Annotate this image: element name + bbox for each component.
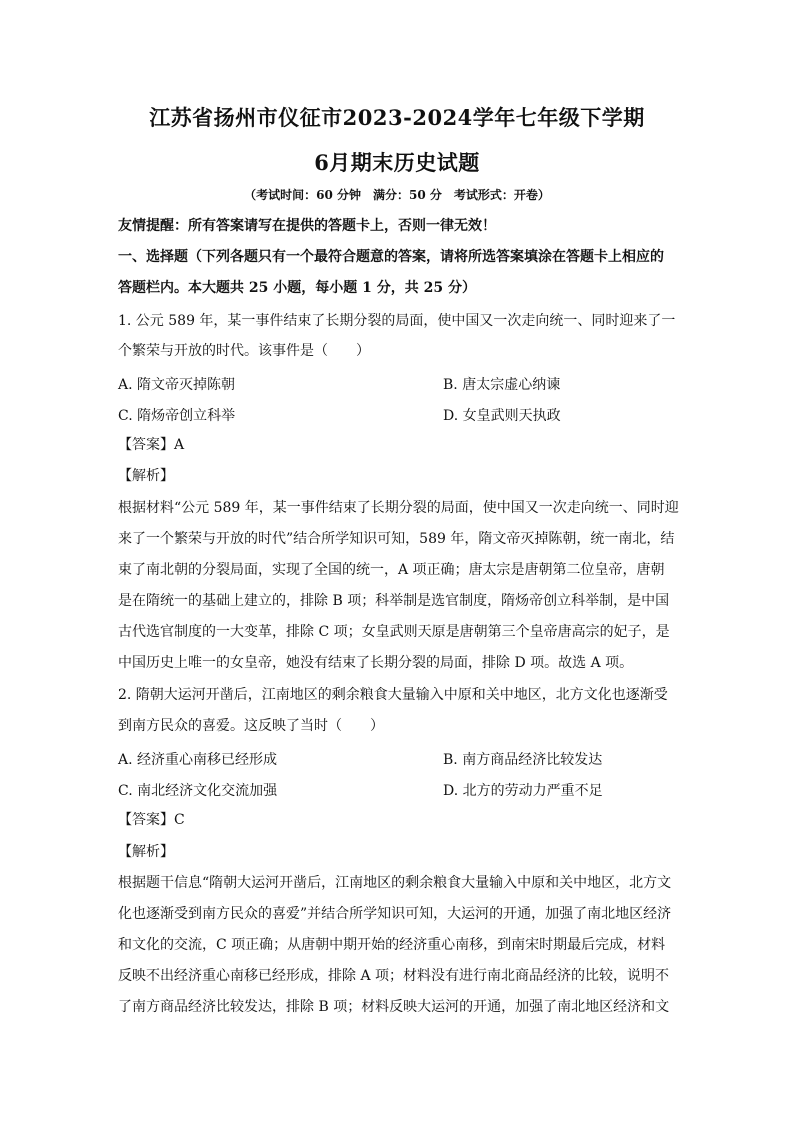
question-2-answer: 【答案】C [118, 812, 185, 828]
question-1-stem-line1: 1. 公元 589 年，某一事件结束了长期分裂的局面，使中国又一次走向统一、同时迎来了一 [118, 313, 676, 329]
question-1-analysis-line: 根据材料“公元 589 年，某一事件结束了长期分裂的局面，使中国又一次走向统一、同时迎 [118, 500, 679, 516]
question-2-option-b: B. 南方商品经济比较发达 [443, 752, 603, 768]
question-1-option-c: C. 隋炀帝创立科举 [118, 408, 236, 424]
section-heading-line1: 一、选择题（下列各题只有一个最符合题意的答案，请将所选答案填涂在答题卡上相应的 [118, 249, 664, 265]
question-1-analysis-line: 中国历史上唯一的女皇帝，她没有结束了长期分裂的局面，排除 D 项。故选 A 项。 [118, 655, 634, 671]
question-2-option-d: D. 北方的劳动力严重不足 [443, 783, 603, 799]
question-1-analysis-label: 【解析】 [118, 468, 174, 484]
question-1-stem-line2: 个繁荣与开放的时代。该事件是（ ） [118, 343, 370, 359]
question-1-option-d: D. 女皇武则天执政 [443, 408, 561, 424]
notice: 友情提醒：所有答案请写在提供的答题卡上，否则一律无效！ [118, 218, 496, 234]
question-1-option-b: B. 唐太宗虚心纳谏 [443, 377, 561, 393]
section-heading-line2: 答题栏内。本大题共 25 小题，每小题 1 分，共 25 分） [118, 280, 476, 296]
question-2-option-a: A. 经济重心南移已经形成 [118, 752, 278, 768]
question-1-analysis-line: 古代选官制度的一大变革，排除 C 项；女皇武则天原是唐朝第三个皇帝唐高宗的妃子，是 [118, 624, 670, 640]
question-2-analysis-line: 反映不出经济重心南移已经形成，排除 A 项；材料没有进行南北商品经济的比较，说明不 [118, 968, 670, 984]
exam-title-line2: 6月期末历史试题 [314, 150, 480, 175]
question-1-answer: 【答案】A [118, 437, 185, 453]
question-2-analysis-line: 化也逐渐受到南方民众的喜爱”并结合所学知识可知，大运河的开通，加强了南北地区经济 [118, 906, 672, 922]
question-1-option-a: A. 隋文帝灭掉陈朝 [118, 377, 236, 393]
question-1-analysis-line: 是在隋统一的基础上建立的，排除 B 项；科举制是选官制度，隋炀帝创立科举制，是中国 [118, 593, 670, 609]
question-2-analysis-line: 和文化的交流，C 项正确；从唐朝中期开始的经济重心南移，到南宋时期最后完成，材料 [118, 937, 666, 953]
exam-title-line1: 江苏省扬州市仪征市2023-2024学年七年级下学期 [149, 105, 645, 130]
question-2-stem-line1: 2. 隋朝大运河开凿后，江南地区的剩余粮食大量输入中原和关中地区，北方文化也逐渐受 [118, 687, 668, 703]
question-2-option-c: C. 南北经济文化交流加强 [118, 783, 278, 799]
question-2-stem-line2: 到南方民众的喜爱。这反映了当时（ ） [118, 718, 384, 734]
question-2-analysis-label: 【解析】 [118, 844, 174, 860]
question-2-analysis-line: 根据题干信息“隋朝大运河开凿后，江南地区的剩余粮食大量输入中原和关中地区，北方文 [118, 875, 672, 891]
exam-info: （考试时间：60 分钟 满分：50 分 考试形式：开卷） [244, 188, 550, 202]
question-1-analysis-line: 束了南北朝的分裂局面，实现了全国的统一，A 项正确；唐太宗是唐朝第二位皇帝，唐朝 [118, 562, 665, 578]
question-1-analysis-line: 来了一个繁荣与开放的时代”结合所学知识可知，589 年，隋文帝灭掉陈朝，统一南北，结 [118, 531, 675, 547]
question-2-analysis-line: 了南方商品经济比较发达，排除 B 项；材料反映大运河的开通，加强了南北地区经济和文 [118, 999, 670, 1015]
